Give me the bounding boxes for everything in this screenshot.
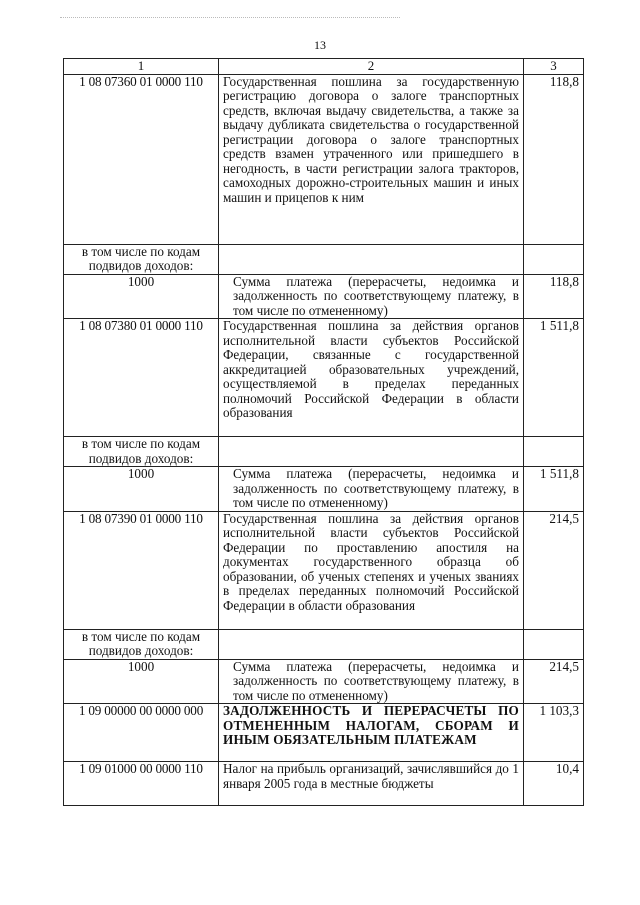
header-col-3: 3 bbox=[524, 59, 584, 75]
row-code: 1 08 07380 01 0000 110 bbox=[64, 319, 219, 437]
row-name: Государственная пошлина за действия органов исполнительной власти субъектов Российской Федерации по проставлению апостиля на документах государственного образца об образовании, об ученых степенях и ученых званиях в пределах переданных полномочий Российской Федерации в области образования bbox=[219, 511, 524, 629]
row-amount bbox=[524, 244, 584, 274]
header-col-1: 1 bbox=[64, 59, 219, 75]
row-amount: 1 511,8 bbox=[524, 319, 584, 437]
row-code: 1000 bbox=[64, 659, 219, 704]
table-header-row bbox=[64, 59, 584, 75]
table-row bbox=[64, 704, 584, 762]
row-name: Сумма платежа (перерасчеты, недоимка и задолженность по соответствующему платежу, в том числе по отмененному) bbox=[219, 467, 524, 512]
table-row bbox=[64, 467, 584, 512]
table-row bbox=[64, 74, 584, 244]
row-amount: 118,8 bbox=[524, 274, 584, 319]
table-row bbox=[64, 659, 584, 704]
row-name: Налог на прибыль организаций, зачислявшийся до 1 января 2005 года в местные бюджеты bbox=[219, 762, 524, 806]
row-amount: 10,4 bbox=[524, 762, 584, 806]
table-row bbox=[64, 319, 584, 437]
table-row bbox=[64, 762, 584, 806]
row-name: Государственная пошлина за действия органов исполнительной власти субъектов Российской Федерации, связанные с государственной аккредитацией образовательных учреждений, осуществляемой в пределах переданных полномочий Российской Федерации в области образования bbox=[219, 319, 524, 437]
row-code: 1 09 01000 00 0000 110 bbox=[64, 762, 219, 806]
row-name bbox=[219, 244, 524, 274]
row-code: 1 08 07390 01 0000 110 bbox=[64, 511, 219, 629]
row-code: 1 08 07360 01 0000 110 bbox=[64, 74, 219, 244]
row-amount: 214,5 bbox=[524, 659, 584, 704]
row-name: Сумма платежа (перерасчеты, недоимка и задолженность по соответствующему платежу, в том числе по отмененному) bbox=[219, 274, 524, 319]
scan-artifact bbox=[60, 17, 400, 19]
page-number: 13 bbox=[314, 38, 326, 52]
row-code: в том числе по кодам подвидов доходов: bbox=[64, 437, 219, 467]
table-row bbox=[64, 437, 584, 467]
table-row bbox=[64, 244, 584, 274]
row-amount bbox=[524, 437, 584, 467]
row-name bbox=[219, 437, 524, 467]
row-code: 1000 bbox=[64, 274, 219, 319]
row-amount bbox=[524, 629, 584, 659]
row-name bbox=[219, 629, 524, 659]
row-code: 1000 bbox=[64, 467, 219, 512]
header-col-2: 2 bbox=[219, 59, 524, 75]
row-amount: 214,5 bbox=[524, 511, 584, 629]
row-code: 1 09 00000 00 0000 000 bbox=[64, 704, 219, 762]
row-amount: 1 103,3 bbox=[524, 704, 584, 762]
table-row bbox=[64, 274, 584, 319]
budget-table bbox=[63, 58, 584, 806]
row-name: Сумма платежа (перерасчеты, недоимка и задолженность по соответствующему платежу, в том числе по отмененному) bbox=[219, 659, 524, 704]
row-amount: 118,8 bbox=[524, 74, 584, 244]
row-name: ЗАДОЛЖЕННОСТЬ И ПЕРЕРАСЧЕТЫ ПО ОТМЕНЕННЫМ НАЛОГАМ, СБОРАМ И ИНЫМ ОБЯЗАТЕЛЬНЫМ ПЛАТЕЖАМ bbox=[219, 704, 524, 762]
table-row bbox=[64, 511, 584, 629]
row-amount: 1 511,8 bbox=[524, 467, 584, 512]
row-name: Государственная пошлина за государственную регистрацию договора о залоге транспортных средств, включая выдачу свидетельства, а также за выдачу дубликата свидетельства о государственной регистрации договора о залоге транспортных средств взамен утраченного или пришедшего в негодность, в части регистрации залога тракторов, самоходных дорожно-строительных машин и иных машин и прицепов к ним bbox=[219, 74, 524, 244]
row-code: в том числе по кодам подвидов доходов: bbox=[64, 629, 219, 659]
row-code: в том числе по кодам подвидов доходов: bbox=[64, 244, 219, 274]
table-row bbox=[64, 629, 584, 659]
